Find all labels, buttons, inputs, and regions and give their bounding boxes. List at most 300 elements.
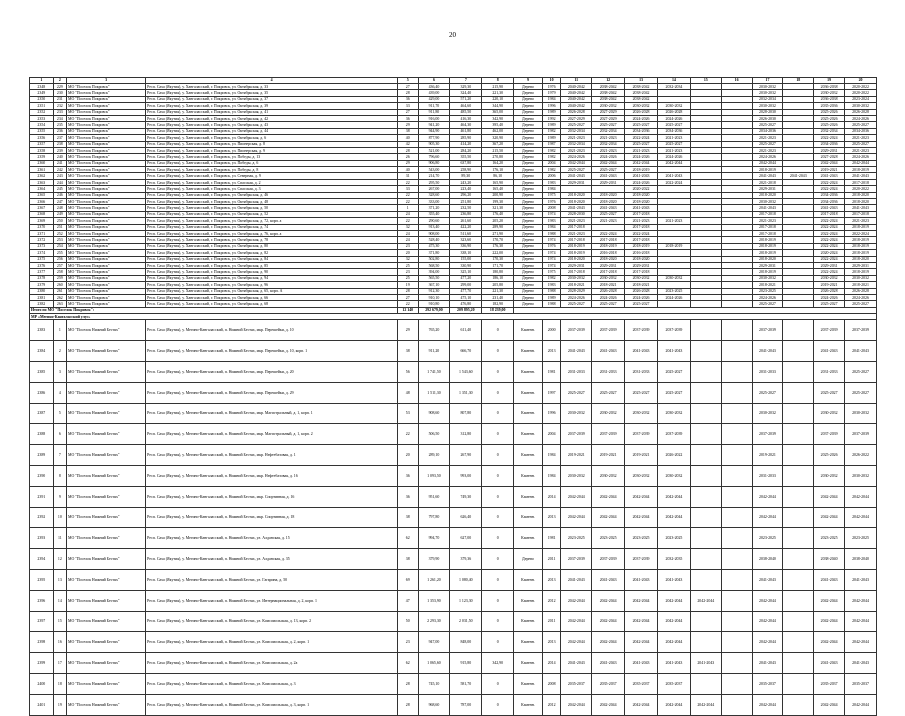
table-cell: 2037-2039 — [561, 549, 592, 570]
table-cell: Дерево — [514, 96, 543, 102]
table-cell: 2037-2039 — [592, 320, 625, 341]
table-cell: 56 — [397, 362, 418, 383]
table-cell: 2025-2027 — [592, 382, 625, 403]
table-cell: 2025-2027 — [561, 167, 592, 173]
table-cell: 2042-2044 — [625, 486, 658, 507]
table-cell: 28 — [397, 288, 418, 294]
page-number: 20 — [449, 31, 456, 39]
column-header: 9 — [514, 78, 543, 84]
table-cell: 28 — [397, 694, 418, 715]
table-cell: 2399 — [30, 653, 54, 674]
table-cell: 2042-2044 — [845, 632, 877, 653]
table-cell: 2042-2044 — [752, 632, 783, 653]
table-cell: 2013 — [542, 507, 561, 528]
table-cell: 2041-2043 — [592, 570, 625, 591]
table-row — [30, 362, 877, 383]
table-cell: 2369 — [30, 218, 54, 224]
table-cell: 252 — [53, 230, 66, 236]
table-row — [30, 590, 877, 611]
table-cell: 2035-2036 — [814, 103, 845, 109]
table-cell: Респ. Саха (Якутия), у. Хангаласский, г. Покровск, ул. Победы, д. 6 — [146, 160, 398, 166]
table-cell: 1989 — [542, 294, 561, 300]
table-cell: 23 — [397, 243, 418, 249]
table-cell: 2026-2028 — [814, 288, 845, 294]
table-cell: 2025-2027 — [845, 382, 877, 403]
table-cell — [690, 382, 721, 403]
table-cell: 2021-2023 — [561, 218, 592, 224]
table-cell: 2037-2039 — [592, 424, 625, 445]
table-cell: 182,90 — [482, 301, 514, 307]
table-cell: 2022-2024 — [814, 230, 845, 236]
table-cell: 2025-2026 — [814, 445, 845, 466]
table-cell: 25 — [397, 275, 418, 281]
table-cell: 568,50 — [418, 262, 450, 268]
table-cell: 2366 — [30, 199, 54, 205]
table-cell: 2023-2025 — [657, 288, 690, 294]
table-cell: 394,00 — [418, 269, 450, 275]
table-cell: Дерево — [514, 160, 543, 166]
table-cell: 2017-2018 — [592, 269, 625, 275]
table-cell: 2031-2033 — [625, 362, 658, 383]
table-cell — [721, 653, 752, 674]
table-cell: Респ. Саха (Якутия), у. Хангаласский, г. Покровск, ул. Октябрьская, д. 37 — [146, 96, 398, 102]
table-cell: МО "Поселок Нижний Бестях" — [67, 382, 146, 403]
table-cell: 324,40 — [450, 90, 482, 96]
table-cell — [783, 362, 814, 383]
table-cell: 245 — [53, 186, 66, 192]
table-cell: 53 — [397, 403, 418, 424]
table-cell: 2030-2032 — [752, 199, 783, 205]
table-cell: 28 — [397, 147, 418, 153]
table-cell: Респ. Саха (Якутия), у. Хангаласский, г. Покровск, ул. Октябрьская, д. 65, корп. А — [146, 288, 398, 294]
table-cell: 263 — [53, 301, 66, 307]
table-row — [30, 486, 877, 507]
table-cell: 267,00 — [418, 186, 450, 192]
table-cell: 371,80 — [418, 250, 450, 256]
table-cell: МО "Поселок Покровск" — [67, 243, 146, 249]
table-cell: 27 — [397, 84, 418, 90]
table-cell: 1982 — [542, 128, 561, 134]
table-cell: 2038-2042 — [625, 90, 658, 96]
table-cell: 170,70 — [482, 237, 514, 243]
table-cell: 2022-2024 — [625, 230, 658, 236]
table-cell: 2023-2025 — [625, 528, 658, 549]
table-cell: 2018-2019 — [845, 269, 877, 275]
table-cell: 2030-2032 — [592, 275, 625, 281]
table-cell: 2025-2027 — [592, 211, 625, 217]
table-cell: 2021-2023 — [845, 218, 877, 224]
table-cell: 253 — [53, 237, 66, 243]
table-cell: Респ. Саха (Якутия), у. Хангаласский, г. Покровск, ул. Октябрьская, д. 96 — [146, 282, 398, 288]
table-cell: 2022-2024 — [814, 237, 845, 243]
table-cell: 2042-2044 — [561, 611, 592, 632]
table-cell: 2348 — [30, 84, 54, 90]
table-cell: 36 — [397, 486, 418, 507]
table-cell: 464,60 — [450, 103, 482, 109]
table-cell: 24 — [397, 211, 418, 217]
table-cell: 2036-2038 — [814, 84, 845, 90]
column-header: 16 — [721, 78, 752, 84]
table-cell: Респ. Саха (Якутия), у. Хангаласский, г. Покровск, ул. Октябрьская, д. 33 — [146, 84, 398, 90]
table-cell: 2019-2021 — [814, 167, 845, 173]
table-cell: 2358 — [30, 147, 54, 153]
table-cell: 2367 — [30, 205, 54, 211]
table-cell: 1983 — [542, 282, 561, 288]
table-cell: 905,30 — [418, 141, 450, 147]
table-cell: 38 — [397, 549, 418, 570]
table-cell: 913,40 — [418, 224, 450, 230]
table-cell — [721, 382, 752, 403]
table-cell: 299,00 — [450, 282, 482, 288]
table-cell: 2359 — [30, 154, 54, 160]
table-cell: Респ. Саха (Якутия), у. Мегино-Кангаласский, п. Нижний Бестях, мкр. Перешейки, д. 29 — [146, 382, 398, 403]
table-cell: 2028-2030 — [561, 211, 592, 217]
table-cell: МО "Поселок Покровск" — [67, 135, 146, 141]
table-cell: 2020-2022 — [845, 90, 877, 96]
table-cell: 2017-2018 — [561, 224, 592, 230]
table-cell: 0 — [482, 486, 514, 507]
table-cell: МО "Поселок Нижний Бестях" — [67, 549, 146, 570]
table-cell: 1989 — [542, 122, 561, 128]
table-cell: 2004 — [542, 424, 561, 445]
table-cell: 284,20 — [450, 147, 482, 153]
table-cell: 2041-2043 — [625, 341, 658, 362]
table-cell: 2042-2044 — [752, 590, 783, 611]
table-cell: 260 — [53, 282, 66, 288]
table-cell: Респ. Саха (Якутия), у. Хангаласский, г. Покровск, ул. Октябрьская, д. 48 — [146, 199, 398, 205]
table-cell: 342,90 — [482, 653, 514, 674]
table-cell: 2018-2020 — [592, 256, 625, 262]
table-cell: 2393 — [30, 528, 54, 549]
table-cell: 2384 — [30, 341, 54, 362]
table-cell: МО "Поселок Нижний Бестях" — [67, 507, 146, 528]
table-cell: 476,80 — [450, 301, 482, 307]
table-cell: 2030-2032 — [752, 403, 783, 424]
table-cell — [721, 549, 752, 570]
table-cell: 797,80 — [418, 507, 450, 528]
table-cell: 2024-2026 — [814, 294, 845, 300]
column-header: 11 — [561, 78, 592, 84]
table-row — [30, 507, 877, 528]
table-cell: 416,30 — [450, 115, 482, 121]
table-cell: 485,50 — [450, 109, 482, 115]
table-cell: МО "Поселок Покровск" — [67, 218, 146, 224]
table-cell: 290,60 — [418, 218, 450, 224]
table-cell: 2360 — [30, 160, 54, 166]
table-cell: 765,20 — [418, 320, 450, 341]
table-cell: 2029-2031 — [752, 186, 783, 192]
table-cell: 22 — [397, 218, 418, 224]
table-cell: 807,80 — [450, 403, 482, 424]
table-cell: 5 — [53, 403, 66, 424]
table-cell: 2042-2044 — [690, 694, 721, 715]
table-cell: 2014 — [542, 653, 561, 674]
table-cell: 994,70 — [418, 528, 450, 549]
table-cell: 2023-2025 — [592, 528, 625, 549]
table-cell: 2024-2026 — [625, 154, 658, 160]
table-cell: 2035-2037 — [814, 674, 845, 695]
table-cell: МО "Поселок Нижний Бестях" — [67, 611, 146, 632]
table-cell: 2041-2043 — [845, 570, 877, 591]
table-cell: 944,90 — [418, 128, 450, 134]
table-cell: 2042-2044 — [625, 632, 658, 653]
table-cell: 2025-2027 — [625, 122, 658, 128]
table-cell: 2025-2027 — [845, 301, 877, 307]
table-cell — [721, 320, 752, 341]
table-cell: 2041-2043 — [625, 570, 658, 591]
table-cell: 2018-2021 — [845, 282, 877, 288]
table-cell: 1 — [397, 205, 418, 211]
table-cell: 2030-2032 — [845, 103, 877, 109]
table-cell: МО "Поселок Нижний Бестях" — [67, 466, 146, 487]
table-cell: 249 — [53, 211, 66, 217]
table-cell: Каменн. — [514, 341, 543, 362]
table-cell: Каменн. — [514, 570, 543, 591]
table-cell: 2389 — [30, 445, 54, 466]
table-cell: 261 — [53, 288, 66, 294]
table-cell: 2037-2039 — [561, 424, 592, 445]
table-cell: 2035-2037 — [657, 674, 690, 695]
table-cell: 36 — [397, 115, 418, 121]
column-header: 13 — [625, 78, 658, 84]
table-cell — [783, 320, 814, 341]
table-cell: Респ. Саха (Якутия), у. Хангаласский, г. Покровск, ул. Октябрьская, д. 44 — [146, 128, 398, 134]
table-cell: 2370 — [30, 224, 54, 230]
table-cell — [783, 424, 814, 445]
table-cell: 2008 — [542, 205, 561, 211]
table-cell: 2024-2026 — [845, 294, 877, 300]
table-cell: 2372 — [30, 237, 54, 243]
table-cell: 571,20 — [450, 96, 482, 102]
table-cell: 908,60 — [418, 403, 450, 424]
table-row — [30, 424, 877, 445]
table-cell: 12 — [53, 549, 66, 570]
table-cell: Дерево — [514, 135, 543, 141]
table-cell: 289,90 — [482, 224, 514, 230]
total-value3: 209 895,20 — [450, 307, 482, 313]
table-cell: Респ. Саха (Якутия), у. Хангаласский, г. Покровск, ул. Октябрьская, д. 74 — [146, 224, 398, 230]
column-header: 19 — [814, 78, 845, 84]
table-cell: 2021-2023 — [657, 147, 690, 153]
table-cell: Респ. Саха (Якутия), у. Мегино-Кангаласский, п. Нижний Бестях, ул. Комсомольская, д. 2, корп. 1 — [146, 632, 398, 653]
table-cell: 2042-2044 — [845, 611, 877, 632]
table-cell: Дерево — [514, 141, 543, 147]
table-cell: 0 — [482, 320, 514, 341]
table-cell: 1989 — [542, 109, 561, 115]
table-cell: 2374 — [30, 250, 54, 256]
table-cell: 2025-2027 — [657, 362, 690, 383]
table-cell: 2037-2039 — [845, 424, 877, 445]
table-cell: 464,30 — [450, 122, 482, 128]
table-cell: 233 — [53, 109, 66, 115]
table-cell: 2027-2029 — [592, 109, 625, 115]
table-cell: 254 — [53, 243, 66, 249]
table-cell: 2363 — [30, 179, 54, 185]
table-cell: 11 — [53, 528, 66, 549]
table-cell — [721, 674, 752, 695]
table-cell: 2377 — [30, 269, 54, 275]
table-cell: 186,10 — [482, 275, 514, 281]
table-cell: 2034-2036 — [814, 192, 845, 198]
table-cell: 2040-2042 — [561, 96, 592, 102]
table-cell: 89,30 — [450, 173, 482, 179]
table-cell: Респ. Саха (Якутия), у. Хангаласский, г. Покровск, ул. Пионерская, д. 8 — [146, 141, 398, 147]
table-cell: МО "Поселок Покровск" — [67, 186, 146, 192]
table-cell: 255 — [53, 250, 66, 256]
table-cell: 1979 — [542, 90, 561, 96]
table-cell: 1984 — [542, 96, 561, 102]
table-cell: 2022-2024 — [657, 179, 690, 185]
table-cell: 2020-2022 — [845, 84, 877, 90]
table-cell: 2021-2023 — [592, 218, 625, 224]
table-cell: 0 — [482, 403, 514, 424]
table-cell: 2401 — [30, 694, 54, 715]
table-cell: 42 — [397, 141, 418, 147]
table-cell: 848,00 — [450, 632, 482, 653]
table-cell: 951,60 — [418, 486, 450, 507]
table-cell: 2018-2019 — [845, 224, 877, 230]
table-cell: Дерево — [514, 84, 543, 90]
table-cell: 2025-2026 — [814, 122, 845, 128]
table-cell: 2371 — [30, 230, 54, 236]
column-header: 5 — [397, 78, 418, 84]
table-cell: 0 — [482, 528, 514, 549]
table-cell: 0 — [482, 507, 514, 528]
column-header: 14 — [657, 78, 690, 84]
table-cell: Респ. Саха (Якутия), у. Мегино-Кангаласский, п. Нижний Бестях, мкр. Перешейки, д. 10, корп. 1 — [146, 341, 398, 362]
table-cell: 0 — [482, 382, 514, 403]
table-cell: 2041-2043 — [657, 173, 690, 179]
table-cell: Дерево — [514, 294, 543, 300]
table-cell: 581,70 — [450, 674, 482, 695]
table-cell: 2042-2044 — [592, 632, 625, 653]
table-cell: Респ. Саха (Якутия), у. Хангаласский, г. Покровск, ул. Октябрьская, д. 66 — [146, 294, 398, 300]
table-cell: 2024-2026 — [752, 294, 783, 300]
table-cell: 475,30 — [418, 243, 450, 249]
table-cell: 2031-2033 — [752, 362, 783, 383]
table-cell: 422,20 — [450, 224, 482, 230]
table-cell: МО "Поселок Покровск" — [67, 224, 146, 230]
table-cell: 2396 — [30, 590, 54, 611]
table-cell: 222,00 — [482, 250, 514, 256]
table-cell: 325,10 — [450, 269, 482, 275]
table-cell: 258 — [53, 269, 66, 275]
table-cell — [783, 611, 814, 632]
table-cell: 2025-2027 — [657, 382, 690, 403]
table-cell: 2037-2039 — [814, 424, 845, 445]
table-cell: 165,40 — [482, 186, 514, 192]
table-cell: 2029-2031 — [561, 179, 592, 185]
table-cell: 2025-2027 — [625, 301, 658, 307]
table-cell: 215,90 — [482, 84, 514, 90]
table-cell: 2041-2043 — [845, 341, 877, 362]
table-cell: 323,60 — [450, 237, 482, 243]
table-cell: 2023-2025 — [752, 528, 783, 549]
table-cell: Каменн. — [514, 382, 543, 403]
table-cell: 2041-2043 — [561, 341, 592, 362]
table-cell: 1 511,30 — [418, 382, 450, 403]
table-cell: 911,80 — [418, 109, 450, 115]
table-cell: 2018-2020 — [561, 199, 592, 205]
table-cell: 2349 — [30, 90, 54, 96]
table-cell — [690, 674, 721, 695]
table-cell: 2037-2039 — [657, 424, 690, 445]
table-cell — [783, 549, 814, 570]
table-cell: 338,10 — [450, 250, 482, 256]
table-cell: МО "Поселок Покровск" — [67, 173, 146, 179]
table-cell: 2018-2021 — [592, 282, 625, 288]
table-cell: 2025-2027 — [561, 122, 592, 128]
table-cell: 2042-2044 — [592, 507, 625, 528]
table-cell: 214,70 — [418, 173, 450, 179]
table-cell: 637,80 — [450, 160, 482, 166]
table-cell: 22 — [397, 199, 418, 205]
table-cell: Респ. Саха (Якутия), у. Хангаласский, г. Покровск, ул. Северная, д. 9 — [146, 173, 398, 179]
table-cell: 2041-2043 — [561, 570, 592, 591]
table-cell: 2018-2019 — [752, 167, 783, 173]
table-cell: 2376 — [30, 262, 54, 268]
table-cell: 2037-2039 — [625, 320, 658, 341]
table-cell: Дерево — [514, 122, 543, 128]
table-cell: Респ. Саха (Якутия), у. Мегино-Кангаласский, п. Нижний Бестях, мкр. Перешейки, д. 10 — [146, 320, 398, 341]
table-cell: 33 — [397, 103, 418, 109]
table-cell: 2040-2042 — [561, 103, 592, 109]
table-cell: Респ. Саха (Якутия), у. Хангаласский, г. Покровск, ул. Октябрьская, д. 39 — [146, 103, 398, 109]
table-cell: 2030-2032 — [657, 466, 690, 487]
table-body-part1 — [30, 84, 877, 308]
table-cell: 1981 — [542, 362, 561, 383]
table-cell: 1974 — [542, 237, 561, 243]
table-cell: 2379 — [30, 282, 54, 288]
table-cell: 2041-2043 — [657, 653, 690, 674]
table-cell — [690, 570, 721, 591]
table-cell: 2017-2018 — [752, 211, 783, 217]
table-cell: 86,10 — [482, 173, 514, 179]
table-cell: МО "Поселок Покровск" — [67, 256, 146, 262]
table-cell: 14 — [53, 590, 66, 611]
table-cell: 2025-2027 — [625, 141, 658, 147]
table-cell: Дерево — [514, 179, 543, 185]
table-cell — [783, 674, 814, 695]
table-cell: Респ. Саха (Якутия), у. Хангаласский, г. Покровск, ул. Октябрьская, д. 90 — [146, 269, 398, 275]
table-cell: МО "Поселок Покровск" — [67, 154, 146, 160]
table-cell: 2397 — [30, 611, 54, 632]
table-cell: 1984 — [542, 466, 561, 487]
table-cell: 915,80 — [450, 653, 482, 674]
table-cell — [721, 424, 752, 445]
table-cell: 379,36 — [450, 549, 482, 570]
table-cell: 2041-2043 — [561, 173, 592, 179]
table-row — [30, 528, 877, 549]
table-cell: Дерево — [514, 256, 543, 262]
table-cell: Респ. Саха (Якутия), у. Хангаласский, г. Покровск, ул. Октябрьская, д. 78 — [146, 237, 398, 243]
table-cell — [690, 466, 721, 487]
table-cell: 29 — [397, 122, 418, 128]
table-cell: 221,30 — [482, 90, 514, 96]
table-cell: 2029-2031 — [561, 262, 592, 268]
table-cell: 2392 — [30, 507, 54, 528]
table-cell: Респ. Саха (Якутия), у. Хангаласский, г. Покровск, ул. Октябрьская, д. 85 — [146, 262, 398, 268]
table-cell: 235 — [53, 122, 66, 128]
table-cell: Дерево — [514, 128, 543, 134]
table-cell: 1 741,50 — [418, 362, 450, 383]
table-cell: 231,40 — [482, 294, 514, 300]
table-cell: 2042-2044 — [561, 507, 592, 528]
table-cell: 2026-2028 — [625, 288, 658, 294]
table-cell: 2021-2018 — [752, 179, 783, 185]
table-cell: 22 — [397, 424, 418, 445]
table-cell: Каменн. — [514, 590, 543, 611]
